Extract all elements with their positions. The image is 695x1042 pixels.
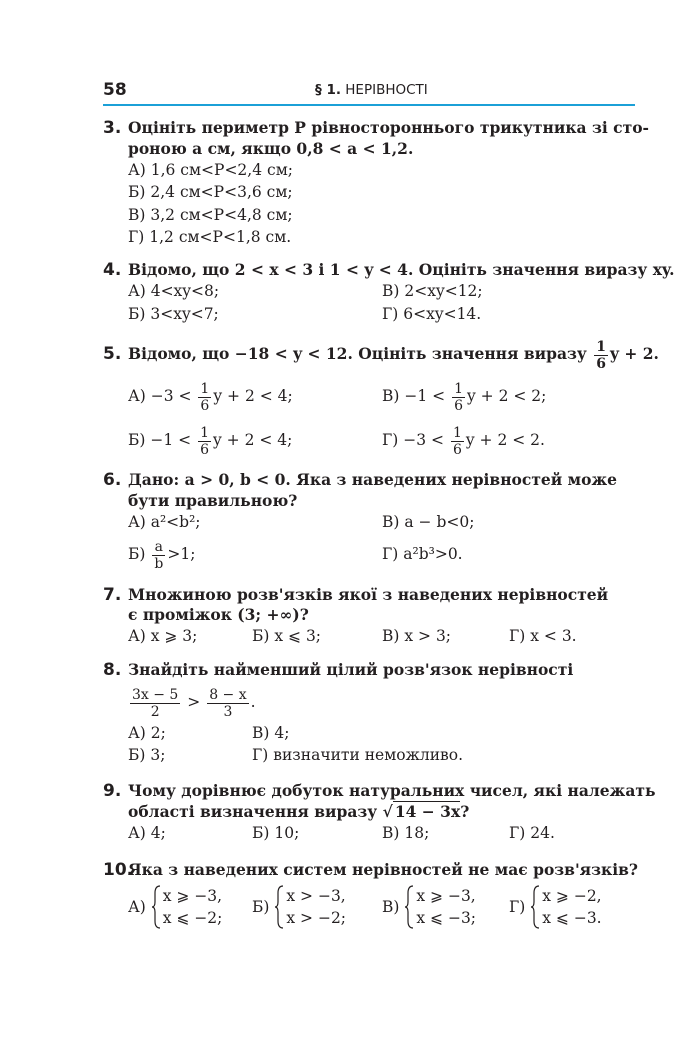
- q4-option-a: А) 4<xy<8;: [128, 282, 220, 300]
- q5-option-v: В) −1 < $\frac{1}{6}$ y + 2 < 2;: [382, 380, 547, 414]
- q5-option-a: А) −3 < $\frac{1}{6}$ y + 2 < 4;: [128, 380, 293, 414]
- q6-number: 6.: [103, 470, 122, 490]
- header-rule: [103, 104, 635, 106]
- q3-text-line2: роною a см, якщо 0,8 < a < 1,2.: [128, 139, 414, 158]
- q8-option-b: Б) 3;: [128, 746, 166, 764]
- q5-fraction: $\frac{1}{6}$: [596, 338, 606, 372]
- q8-number: 8.: [103, 660, 122, 680]
- q8-option-g: Г) визначити неможливо.: [252, 746, 464, 764]
- q7-text-line1: Множиною розв'язків якої з наведених нерівностей: [128, 585, 609, 604]
- q3-option-v: В) 3,2 см<P<4,8 см;: [128, 206, 293, 224]
- q5-option-g: Г) −3 < $\frac{1}{6}$ y + 2 < 2.: [382, 424, 545, 458]
- q6-option-v: В) a − b<0;: [382, 513, 475, 531]
- q10-text-line1: Яка з наведених систем нерівностей не має розв'язків?: [128, 860, 638, 879]
- q10-number: 10.: [103, 860, 134, 880]
- q8-option-a: А) 2;: [128, 724, 166, 742]
- q9-number: 9.: [103, 781, 122, 801]
- q3-option-a: А) 1,6 см<P<2,4 см;: [128, 161, 293, 179]
- q4-option-b: Б) 3<xy<7;: [128, 305, 219, 323]
- q3-number: 3.: [103, 118, 122, 138]
- section-title: § 1. НЕРІВНОСТІ: [315, 82, 428, 98]
- q6-option-b: Б) $\frac{a}{b}$ >1;: [128, 538, 196, 572]
- q7-option-v: В) x > 3;: [382, 627, 452, 645]
- q9-text-line2: області визначення виразу √ 14 − 3x?: [128, 802, 470, 821]
- q6-option-a: А) a²<b²;: [128, 513, 201, 531]
- q8-option-v: В) 4;: [252, 724, 290, 742]
- q9-option-g: Г) 24.: [509, 824, 555, 842]
- q10-option-b: Б) x > −3, x > −2;: [252, 887, 347, 927]
- q10-option-a: А) x ⩾ −3, x ⩽ −2;: [128, 887, 223, 927]
- q9-text-line1: Чому дорівнює добуток натуральних чисел, які належать: [128, 781, 656, 800]
- q4-option-v: В) 2<xy<12;: [382, 282, 483, 300]
- q9-option-v: В) 18;: [382, 824, 430, 842]
- q7-option-g: Г) x < 3.: [509, 627, 577, 645]
- q7-option-a: А) x ⩾ 3;: [128, 627, 198, 645]
- q10-option-v: В) x ⩾ −3, x ⩽ −3;: [382, 887, 477, 927]
- q7-text-line2: є проміжок (3; +∞)?: [128, 605, 309, 624]
- q5-number: 5.: [103, 344, 122, 364]
- page-number: 58: [103, 80, 127, 100]
- q6-text-line1: Дано: a > 0, b < 0. Яка з наведених нерівностей може: [128, 470, 617, 489]
- page-header: [103, 80, 635, 106]
- q10-option-g: Г) x ⩾ −2, x ⩽ −3.: [509, 887, 602, 927]
- q5-text-line1: Відомо, що −18 < y < 12. Оцініть значення виразу $\frac{1}{6}$ y + 2.: [128, 338, 659, 372]
- q4-number: 4.: [103, 260, 122, 280]
- q6-text-line2: бути правильною?: [128, 491, 298, 510]
- q7-option-b: Б) x ⩽ 3;: [252, 627, 322, 645]
- q4-option-g: Г) 6<xy<14.: [382, 305, 482, 323]
- q4-text-line1: Відомо, що 2 < x < 3 і 1 < y < 4. Оцініть значення виразу xy.: [128, 260, 675, 279]
- q8-inequality: $\frac{3x - 5}{2}$ > $\frac{8 - x}{3}$ .: [132, 686, 256, 720]
- q3-option-b: Б) 2,4 см<P<3,6 см;: [128, 183, 293, 201]
- q3-option-g: Г) 1,2 см<P<1,8 см.: [128, 228, 292, 246]
- q9-option-b: Б) 10;: [252, 824, 300, 842]
- q9-option-a: А) 4;: [128, 824, 166, 842]
- q5-option-b: Б) −1 < $\frac{1}{6}$ y + 2 < 4;: [128, 424, 293, 458]
- q7-number: 7.: [103, 585, 122, 605]
- q6-option-g: Г) a²b³>0.: [382, 545, 463, 563]
- q8-text-line1: Знайдіть найменший цілий розв'язок нерівності: [128, 660, 574, 679]
- q3-text-line1: Оцініть периметр P рівностороннього трикутника зі сто-: [128, 118, 649, 137]
